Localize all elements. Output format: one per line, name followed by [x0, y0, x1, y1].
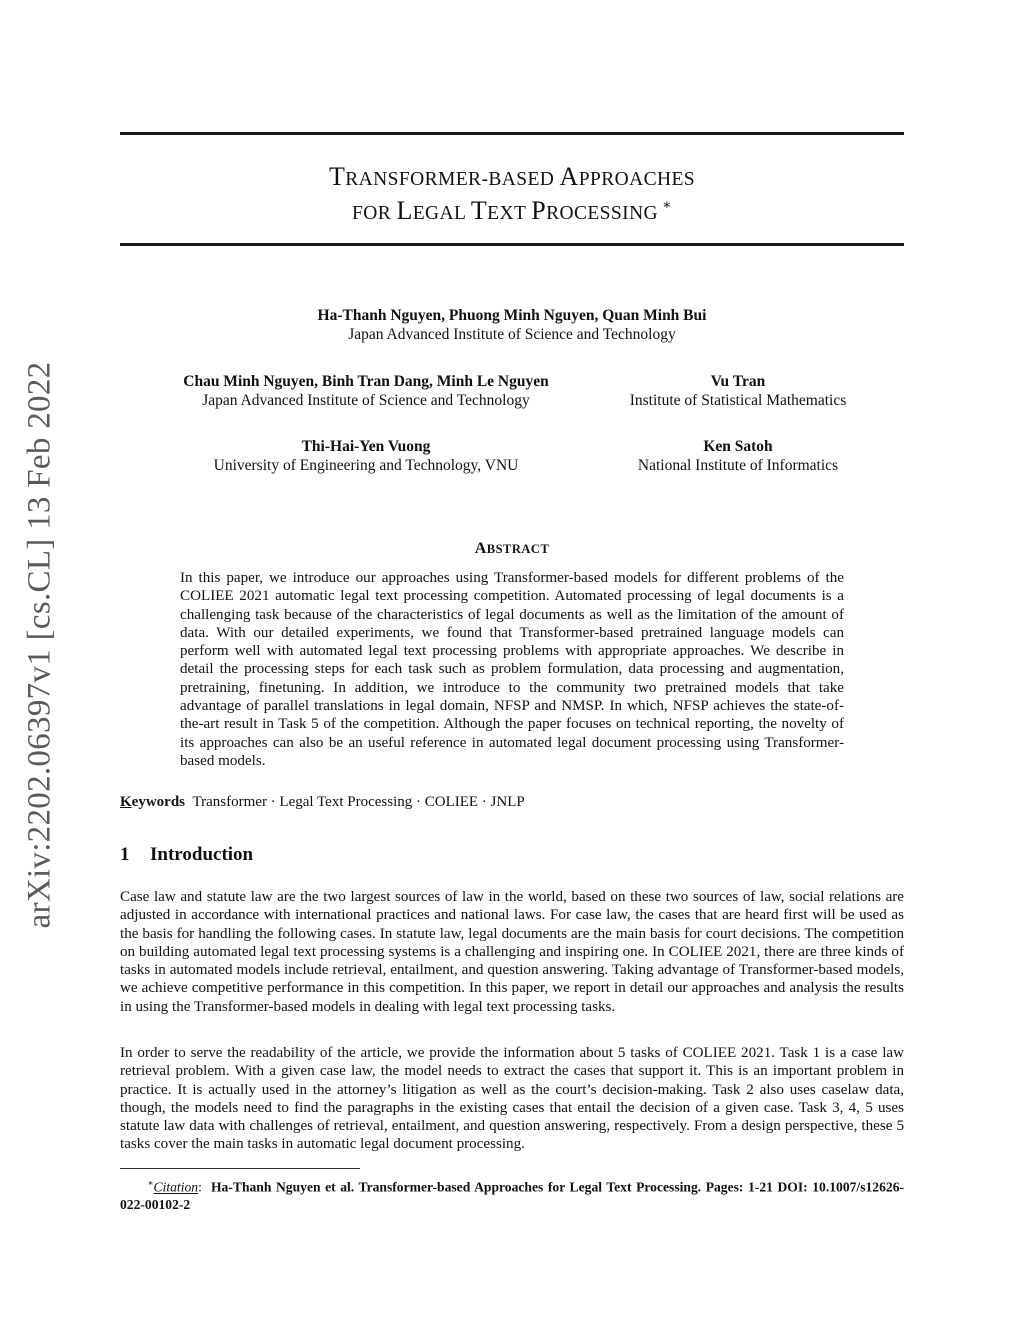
keywords-text: Transformer · Legal Text Processing · COLIEE · JNLP [192, 794, 525, 810]
author-group-5 [598, 437, 878, 475]
abstract-heading: ABSTRACT [474, 540, 550, 557]
keywords-label: Keywords [120, 794, 185, 810]
author-group-1 [212, 306, 812, 344]
author-affiliation: National Institute of Informatics [637, 457, 839, 474]
section-heading-introduction: 1 Introduction [120, 844, 254, 865]
author-group-3 [608, 372, 868, 410]
title-footnote-mark[interactable]: ∗ [662, 198, 672, 214]
paper-title-line-2: FOR LEGAL TEXT PROCESSING ∗ [352, 196, 672, 225]
footnote-rule [120, 1168, 360, 1169]
keywords-line [120, 794, 525, 811]
author-names: Chau Minh Nguyen, Binh Tran Dang, Minh Le Nguyen [183, 373, 549, 390]
author-names: Thi-Hai-Yen Vuong [301, 438, 431, 455]
author-group-2 [146, 372, 586, 410]
paper-title-line-1: TRANSFORMER-BASED APPROACHES [328, 162, 696, 191]
author-affiliation: Institute of Statistical Mathematics [629, 392, 847, 409]
title-bottom-rule [120, 243, 904, 246]
author-affiliation: Japan Advanced Institute of Science and Technology [202, 392, 530, 409]
author-group-4 [166, 437, 566, 475]
author-names: Ha-Thanh Nguyen, Phuong Minh Nguyen, Quan Minh Bui [317, 307, 707, 324]
author-names: Ken Satoh [703, 438, 773, 455]
author-affiliation: University of Engineering and Technology, VNU [213, 457, 519, 474]
intro-paragraph-2: In order to serve the readability of the article, we provide the information about 5 tasks of COLIEE 2021. Task 1 is a case law retrieval problem. With a given case law, the model needs to extract the cases that support it. This is an important problem in practice. It is actually used in the attorney’s litigation as well as the court’s decision-making. Task 2 also uses caselaw data, though, the models need to find the paragraphs in the existing cases that entail the decision of a given case. Task 3, 4, 5 uses statute law data with challenges of retrieval, entailment, and question answering, respectively. From a design perspective, these 5 tasks cover the main tasks in automatic legal document processing. [120, 1045, 904, 1153]
citation-footnote: ∗Citation: Ha-Thanh Nguyen et al. Transformer-based Approaches for Legal Text Processing. Pages: 1-21 DOI: 10.1007/s12626-022-00102-2 [120, 1178, 905, 1212]
intro-paragraph-1: Case law and statute law are the two largest sources of law in the world, based on these two sources of law, social relations are adjusted in accordance with international practices and national laws. For case law, the cases that are heard first will be used as the basis for handling the following cases. In statute law, legal documents are the main basis for court decisions. The competition on building automated legal text processing systems is a challenging and inspiring one. In COLIEE 2021, there are three kinds of tasks in automated models include retrieval, entailment, and question answering. Taking advantage of Transformer-based models, we achieve competitive performance in this competition. In this paper, we report in detail our approaches and analysis the results in using the Transformer-based models in dealing with legal text processing tasks. [120, 889, 904, 1015]
arxiv-side-identifier: arXiv:2202.06397v1 [cs.CL] 13 Feb 2022 [21, 361, 58, 929]
author-affiliation: Japan Advanced Institute of Science and Technology [348, 326, 676, 343]
abstract-text: In this paper, we introduce our approaches using Transformer-based models for different problems of the COLIEE 2021 automatic legal text processing competition. Automated processing of legal documents is a challenging task because of the characteristics of legal documents as well as the limitation of the amount of data. With our detailed experiments, we found that Transformer-based pretrained language models can perform well with automated legal text processing problems with appropriate approaches. We describe in detail the processing steps for each task such as problem formulation, data processing and augmentation, pretraining, finetuning. In addition, we introduce to the community two pretrained models that take advantage of parallel translations in legal domain, NFSP and NMSP. In which, NFSP achieves the state-of-the-art result in Task 5 of the competition. Although the paper focuses on technical reporting, the novelty of its approaches can also be an useful reference in automated legal document processing using Transformer-based models. [180, 570, 844, 769]
title-top-rule [120, 132, 904, 135]
author-names: Vu Tran [710, 373, 766, 390]
